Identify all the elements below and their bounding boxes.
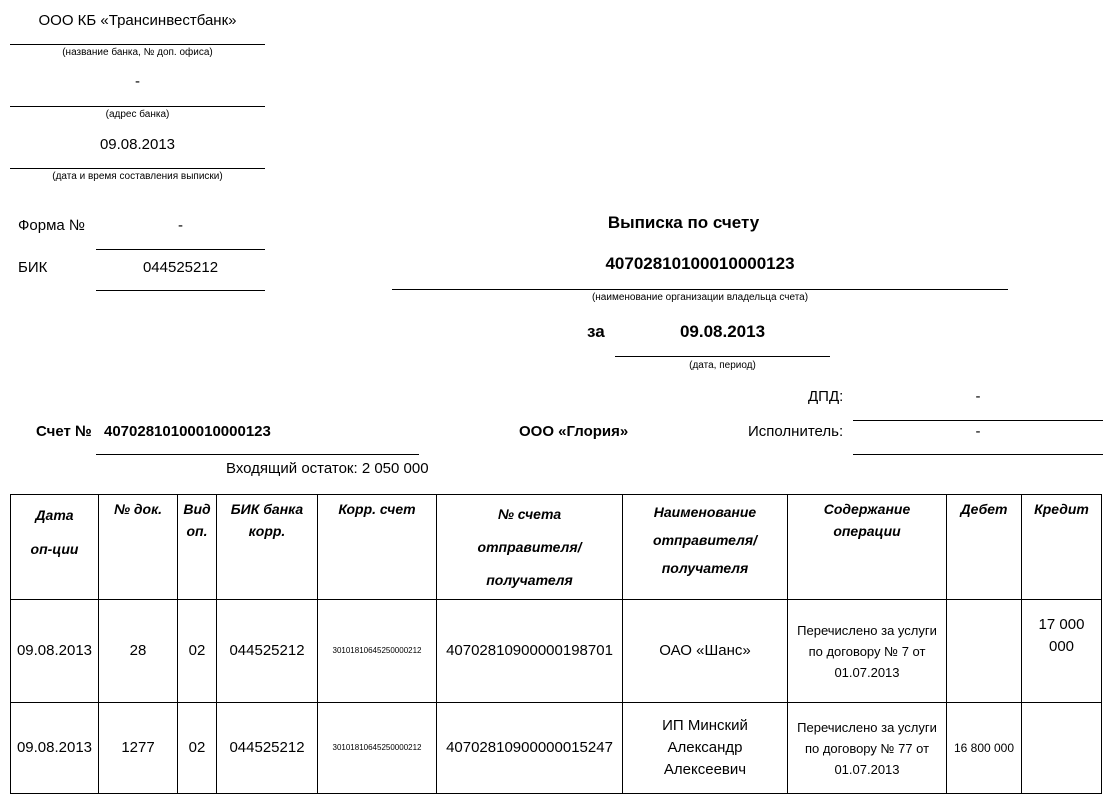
divider (615, 356, 830, 357)
executor-value: - (975, 423, 981, 440)
statement-account-number: 40702810100010000123 (605, 254, 795, 273)
opening-balance: Входящий остаток: 2 050 000 (226, 460, 429, 477)
table-row (11, 600, 1102, 703)
cell-debit: 16 800 000 (947, 703, 1022, 794)
dpd-label: ДПД: (808, 388, 844, 405)
column-header: Дата оп-ции (11, 495, 99, 600)
column-header: Вид оп. (178, 495, 217, 600)
statement-date: 09.08.2013 (99, 136, 176, 153)
form-label: Форма № (18, 217, 86, 234)
cell-debit (947, 600, 1022, 703)
column-header: БИК банка корр. (217, 495, 318, 600)
divider (96, 249, 265, 250)
period-prefix: за (587, 322, 605, 341)
form-value: - (178, 217, 183, 234)
table-header-row (11, 495, 1102, 600)
account-value: 40702810100010000123 (104, 423, 271, 440)
divider (10, 168, 265, 169)
cell-op-type: 02 (178, 703, 217, 794)
cell-content: Перечислено за услуги по договору № 7 от 01.07.2013 (788, 600, 947, 703)
cell-name: ИП Минский Александр Алексеевич (623, 703, 788, 794)
cell-date: 09.08.2013 (11, 703, 99, 794)
cell-date: 09.08.2013 (11, 600, 99, 703)
cell-account: 40702810900000015247 (437, 703, 623, 794)
statement-date-caption: (дата и время составления выписки) (52, 171, 223, 182)
bank-address: - (135, 73, 140, 90)
bank-address-caption: (адрес банка) (105, 109, 170, 120)
cell-name: ОАО «Шанс» (623, 600, 788, 703)
cell-op-type: 02 (178, 600, 217, 703)
period-caption: (дата, период) (689, 360, 756, 371)
cell-doc-no: 1277 (99, 703, 178, 794)
column-header: № счета отправителя/ получателя (437, 495, 623, 600)
column-header: № док. (99, 495, 178, 600)
cell-doc-no: 28 (99, 600, 178, 703)
divider (96, 290, 265, 291)
cell-credit: 17 000 000 (1022, 600, 1102, 703)
bik-value: 044525212 (142, 259, 219, 276)
column-header: Содержание операции (788, 495, 947, 600)
column-header: Дебет (947, 495, 1022, 600)
divider (853, 454, 1103, 455)
divider (96, 454, 419, 455)
executor-label: Исполнитель: (748, 423, 844, 440)
cell-corr-account: 30101810645250000212 (318, 703, 437, 794)
organization-name: ООО «Глория» (519, 423, 629, 440)
column-header: Кредит (1022, 495, 1102, 600)
cell-account: 40702810900000198701 (437, 600, 623, 703)
divider (10, 44, 265, 45)
divider (853, 420, 1103, 421)
cell-credit (1022, 703, 1102, 794)
bank-name-caption: (название банка, № доп. офиса) (62, 47, 213, 58)
operations-table (10, 494, 1102, 794)
cell-bik: 044525212 (217, 600, 318, 703)
owner-caption: (наименование организации владельца счета) (591, 292, 809, 303)
bik-label: БИК (18, 259, 48, 276)
account-label: Счет № (36, 423, 92, 440)
divider (392, 289, 1008, 290)
cell-content: Перечислено за услуги по договору № 77 от 01.07.2013 (788, 703, 947, 794)
divider (10, 106, 265, 107)
bank-name: ООО КБ «Трансинвестбанк» (38, 12, 237, 29)
cell-corr-account: 30101810645250000212 (318, 600, 437, 703)
statement-heading: Выписка по счету (607, 213, 760, 232)
period-value: 09.08.2013 (679, 322, 766, 341)
column-header: Наименование отправителя/ получателя (623, 495, 788, 600)
table-row (11, 703, 1102, 794)
dpd-value: - (975, 388, 981, 405)
column-header: Корр. счет (318, 495, 437, 600)
cell-bik: 044525212 (217, 703, 318, 794)
